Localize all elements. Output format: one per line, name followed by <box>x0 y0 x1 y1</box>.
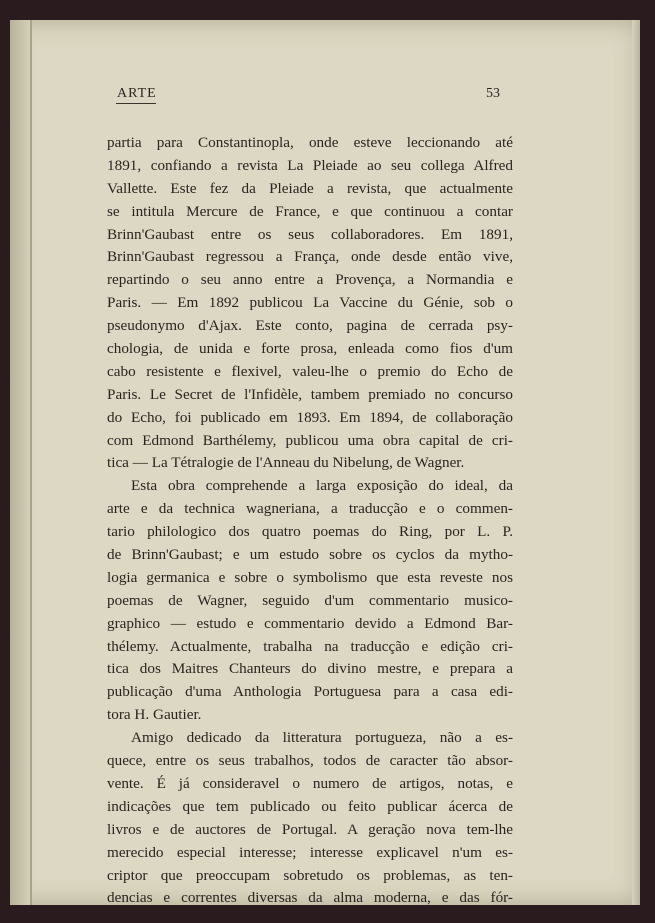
page-number: 53 <box>486 86 500 101</box>
text-line: Paris. Le Secret de l'Infidèle, tambem premiado no concurso <box>107 385 513 403</box>
text-line: dencias e correntes diversas da alma moderna, e das fór- <box>107 889 513 907</box>
text-line: partia para Constantinopla, onde esteve leccionando até <box>107 134 513 151</box>
text-line: Brinn'Gaubast entre os seus collaboradores. Em 1891, <box>107 225 513 243</box>
text-line: publicação d'uma Anthologia Portuguesa para a casa edi- <box>107 683 513 701</box>
text-line: quece, entre os seus trabalhos, todos de caracter tão absor- <box>107 752 513 770</box>
text-line: Paris. — Em 1892 publicou La Vaccine du Génie, sob o <box>107 294 513 312</box>
text-line: chologia, de unida e forte prosa, enleada como fios d'um <box>107 340 513 358</box>
text-line: poemas de Wagner, seguido d'um commentario musico- <box>107 591 513 609</box>
text-line: Amigo dedicado da litteratura portugueza, não a es- <box>131 729 513 747</box>
text-line: Brinn'Gaubast regressou a França, onde desde então vive, <box>107 248 513 266</box>
text-line: tora H. Gautier. <box>107 706 202 724</box>
text-line: thélemy. Actualmente, trabalha na traducção e edição cri- <box>107 637 513 655</box>
running-head: ARTE <box>117 86 157 101</box>
gutter-fold-line <box>30 20 32 905</box>
text-line: merecido especial interesse; interesse explicavel n'um es- <box>107 843 513 861</box>
text-line: criptor que preoccupam sobretudo os problemas, as ten- <box>107 866 513 884</box>
text-line: livros e de auctores de Portugal. A geração nova tem-lhe <box>107 820 513 838</box>
body-text <box>107 132 513 910</box>
text-line: do Echo, foi publicado em 1893. Em 1894, de collaboração <box>107 408 513 426</box>
text-line: repartindo o seu anno entre a Provença, a Normandia e <box>107 271 513 289</box>
text-line: logia germanica e sobre o symbolismo que esta reveste nos <box>107 568 513 586</box>
text-line: Esta obra comprehende a larga exposição do ideal, da <box>131 477 513 495</box>
running-head-underline <box>116 103 156 104</box>
text-line: com Edmond Barthélemy, publicou uma obra capital de cri- <box>107 431 513 449</box>
text-line: tica — La Tétralogie de l'Anneau du Nibelung, de Wagner. <box>107 454 465 472</box>
text-line: indicações que tem publicado ou feito publicar ácerca de <box>107 797 513 815</box>
text-line: graphico — estudo e commentario devido a Edmond Bar- <box>107 614 513 632</box>
text-line: pseudonymo d'Ajax. Este conto, pagina de cerrada psy- <box>107 317 513 335</box>
text-line: vente. É já consideravel o numero de artigos, notas, e <box>107 774 513 792</box>
page-edge-shadow <box>632 20 640 905</box>
text-line: se intitula Mercure de France, e que continuou a contar <box>107 202 513 220</box>
text-line: tica dos Maitres Chanteurs do divino mestre, e prepara a <box>107 660 513 678</box>
text-line: de Brinn'Gaubast; e um estudo sobre os cyclos da mytho- <box>107 546 513 564</box>
text-line: tario philologico dos quatro poemas do Ring, por L. P. <box>107 523 513 541</box>
page-gutter <box>10 20 32 905</box>
text-line: arte e da technica wagneriana, a traducção e o commen- <box>107 500 513 518</box>
text-line: 1891, confiando a revista La Pleiade ao seu collega Alfred <box>107 156 513 174</box>
text-line: Vallette. Este fez da Pleiade a revista, que actualmente <box>107 179 513 197</box>
text-line: cabo resistente e flexivel, valeu-lhe o premio do Echo de <box>107 362 513 380</box>
